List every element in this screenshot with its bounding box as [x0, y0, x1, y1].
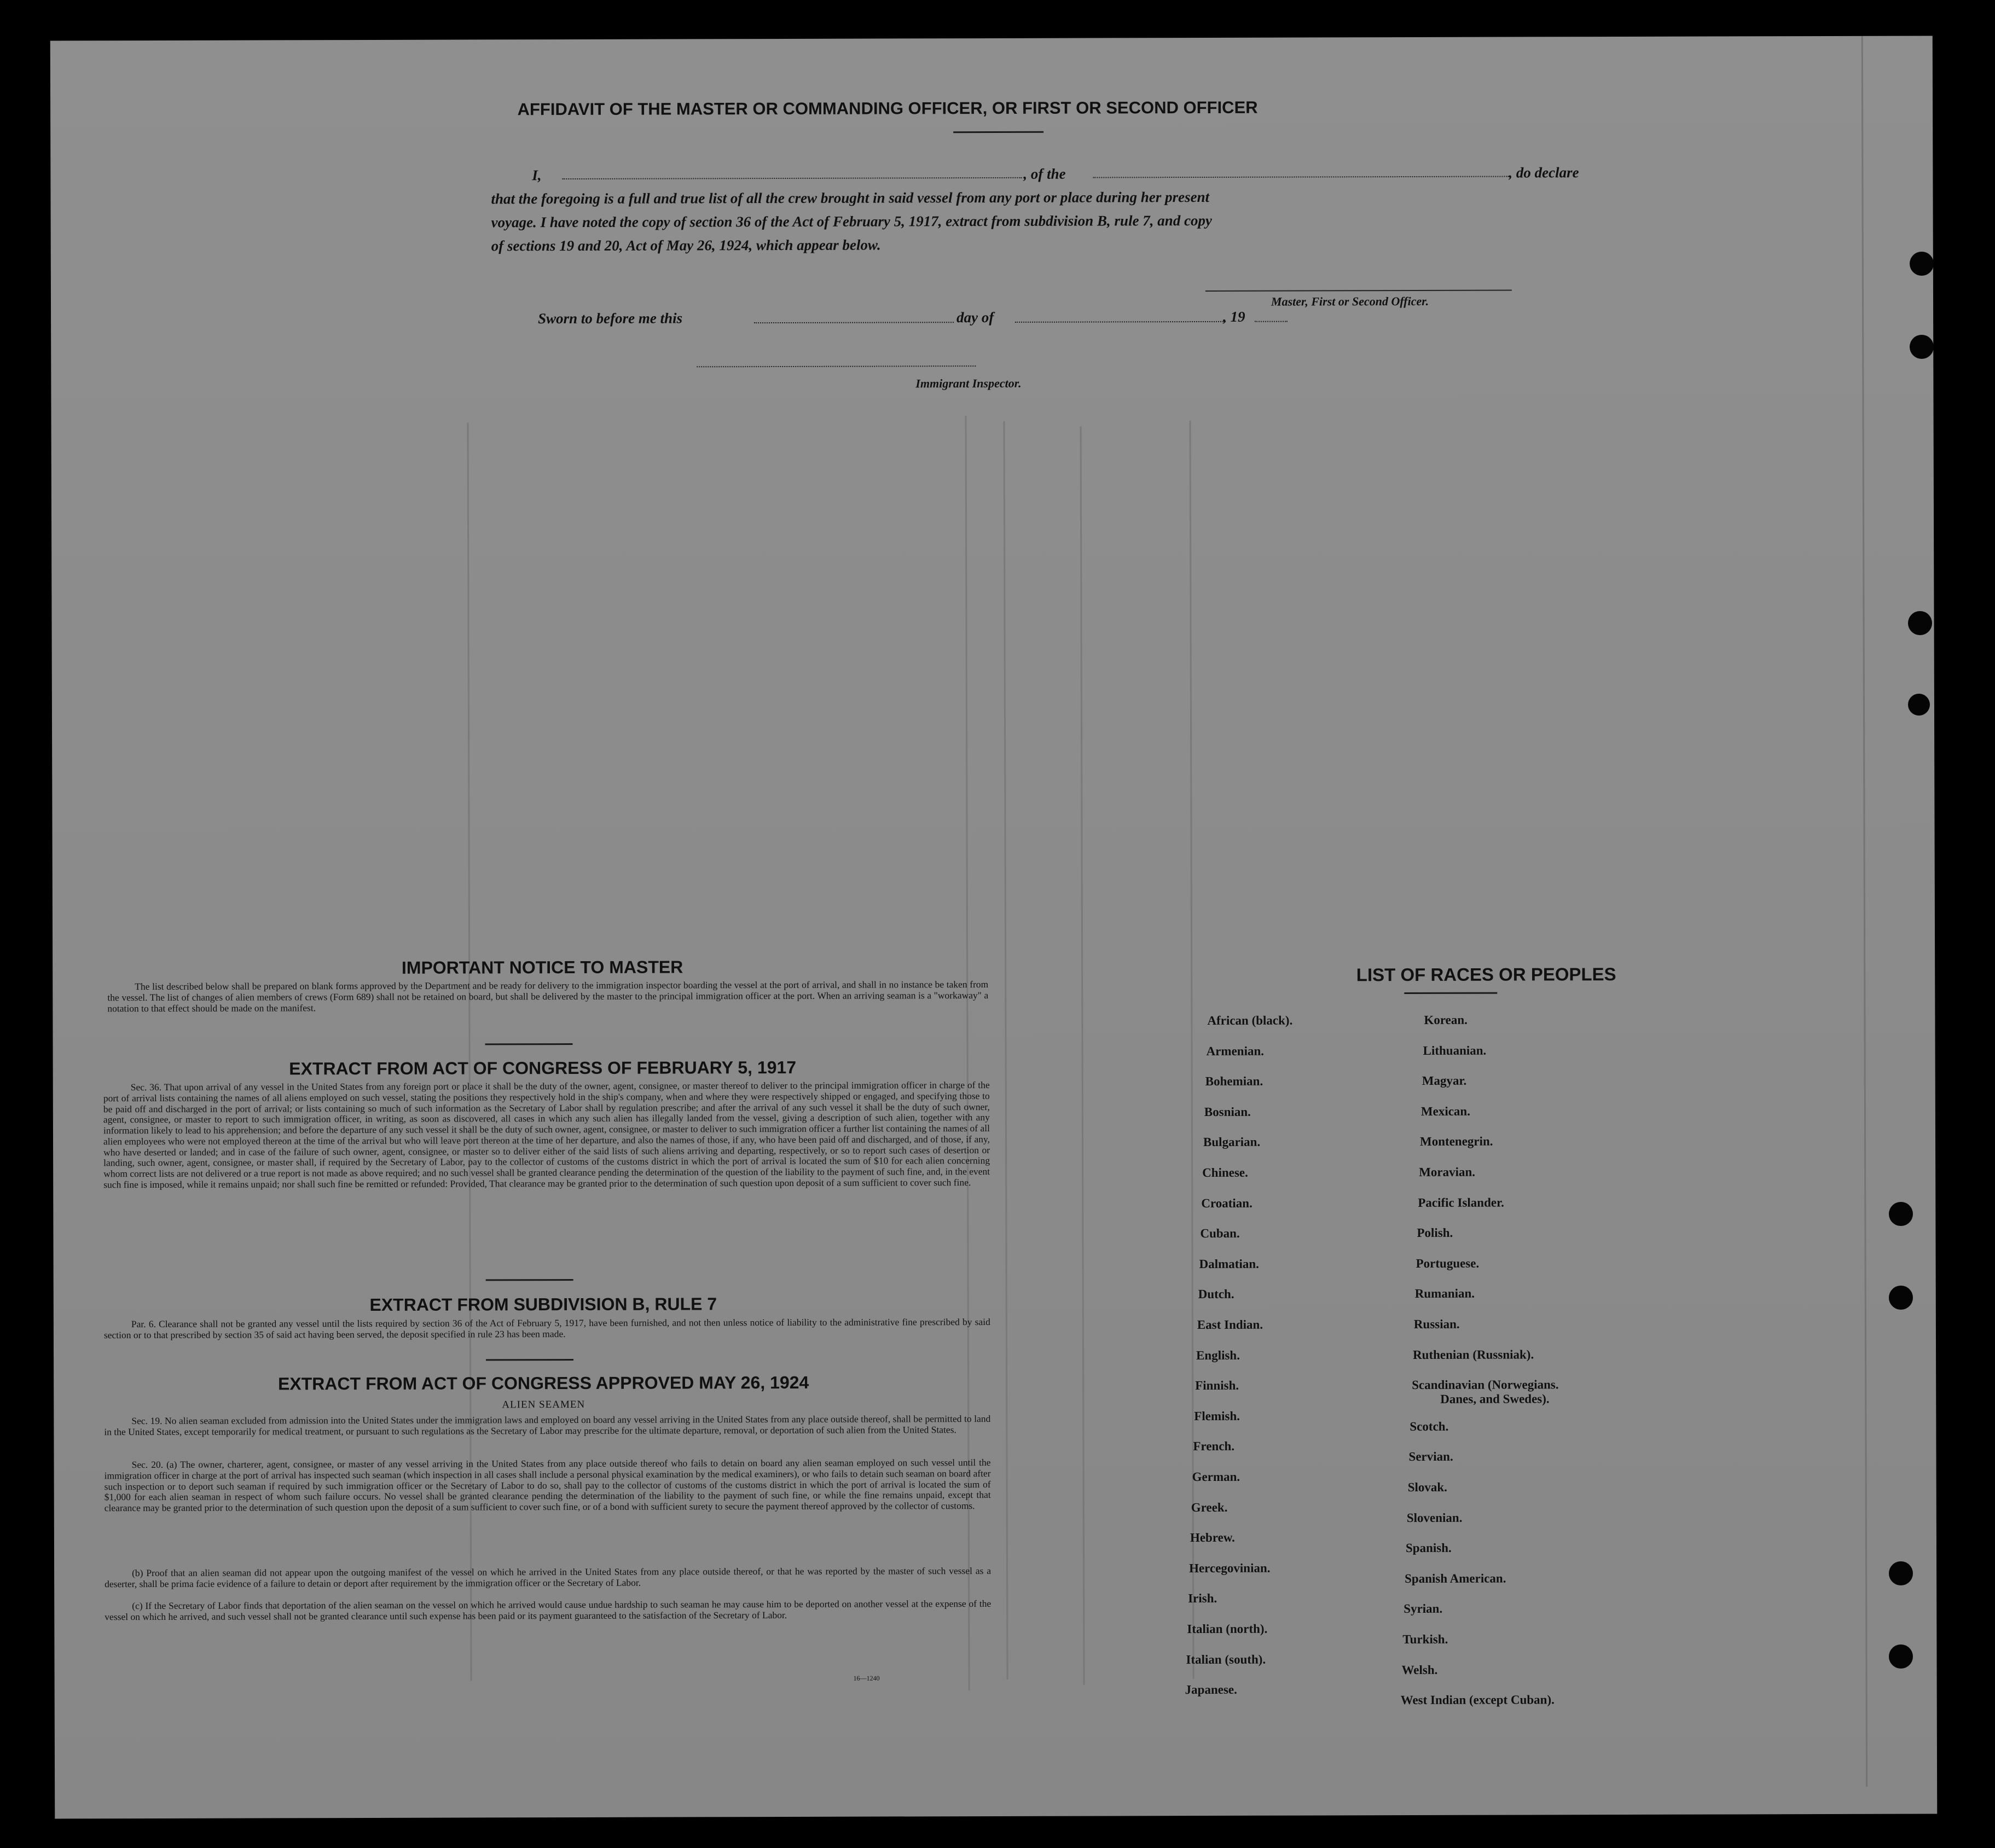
- affidavit-line-2: that the foregoing is a full and true list of all the crew brought in said vessel from any port or place during her present: [491, 188, 1210, 207]
- year-prefix: , 19: [1223, 308, 1245, 325]
- vessel-blank: [1093, 176, 1509, 178]
- extract-1924-title: EXTRACT FROM ACT OF CONGRESS APPROVED MAY 26, 1924: [277, 1372, 809, 1394]
- section-divider: [486, 1279, 573, 1281]
- race-item: Scotch.: [1410, 1419, 1449, 1433]
- races-left-column: [50, 36, 1933, 41]
- race-item: Turkish.: [1402, 1632, 1448, 1647]
- race-item: Lithuanian.: [1423, 1043, 1487, 1057]
- extract-1924-sec20a: Sec. 20. (a) The owner, charterer, agent, consignee, or master of any vessel arriving in the United States from any place outside thereof who fails to detain on board any alien seaman employed on such vessel until the immigration officer in charge at the port of arrival has inspected such seaman (which inspection in all cases shall include a personal physical examination by the medical examiners), or who fails to detain such seaman on board after such inspection or to deport such seaman if required by such immigration officer or the Secretary of Labor to do so, shall pay to the collector of customs of the customs district in which the port of arrival is located the sum of $1,000 for each alien seaman in respect of whom such failure occurs. No vessel shall be granted clearance pending the determination of the liability to the payment of such fine, or while the fine remains unpaid, except that clearance may be granted prior to the determination of such question upon the deposit of a sum sufficient to cover such fine, or of a bond with sufficient surety to secure the payment thereof approved by the collector of customs.: [104, 1457, 991, 1514]
- notice-text: The list described below shall be prepared on blank forms approved by the Department and be ready for delivery to the immigration inspector boarding the vessel at the port of arrival, and shall in no instance be taken from the vessel. The list of changes of alien members of crews (Form 689) shall not be retained on board, but shall be delivered by the master to the principal immigration officer at the port. When an arriving seaman is a "workaway" a notation to that effect should be made on the manifest.: [107, 979, 989, 1014]
- race-item: Moravian.: [1419, 1165, 1476, 1179]
- race-item: African (black).: [1207, 1013, 1293, 1027]
- master-signature-label: Master, First or Second Officer.: [1271, 294, 1429, 309]
- extract-1917-title: EXTRACT FROM ACT OF CONGRESS OF FEBRUARY 5, 1917: [289, 1057, 797, 1079]
- race-item: Magyar.: [1422, 1073, 1467, 1088]
- race-item: Russian.: [1413, 1317, 1460, 1331]
- affidavit-line-4: of sections 19 and 20, Act of May 26, 1924, which appear below.: [491, 236, 881, 254]
- year-blank: [1255, 321, 1288, 322]
- binder-hole: [1889, 1644, 1913, 1669]
- extract-1924-subtitle: ALIEN SEAMEN: [502, 1398, 585, 1411]
- bleed-through-line: [1080, 427, 1085, 1685]
- race-item: Slovak.: [1407, 1480, 1447, 1495]
- race-item: Portuguese.: [1416, 1256, 1480, 1270]
- race-item: Syrian.: [1404, 1602, 1443, 1616]
- rule7-text: Par. 6. Clearance shall not be granted any vessel until the lists required by section 36 of the Act of February 5, 1917, have been furnished, and not then unless notice of liability to the administrative fine prescribed by said section or to that prescribed by section 35 of said act having been served, the deposit specified in rule 23 has been made.: [103, 1316, 990, 1341]
- rule7-title: EXTRACT FROM SUBDIVISION B, RULE 7: [369, 1294, 717, 1315]
- race-item: Greek.: [1191, 1500, 1228, 1514]
- race-item: Danes, and Swedes).: [1440, 1392, 1550, 1406]
- race-item: Spanish American.: [1405, 1571, 1506, 1585]
- extract-1917-text: Sec. 36. That upon arrival of any vessel in the United States from any foreign port or place it shall be the duty of the owner, agent, consignee, or master thereof to deliver to the principal immigration officer in charge of the port of arrival lists containing the names of all aliens employed on such vessel, stating the positions they respectively hold in the ship's company, when and where they were respectively shipped or engaged, and specifying those to be paid off and discharged in the port of arrival; or lists containing so much of such information as the Secretary of Labor shall by regulation prescribe; and after the arrival of any such vessel it shall be the duty of such owner, agent, consignee, or master to report to such immigration officer, in writing, as soon as discovered, all cases in which any such alien has illegally landed from the vessel, giving a description of such alien, together with any information likely to lead to his apprehension; and before the departure of any such vessel it shall be the duty of such owner, agent, consignee, or master to deliver to such immigration officer a further list containing the names of all alien employees who were not employed thereon at the time of the arrival but who will leave port thereon at the time of her departure, and also the names of those, if any, who have been paid off and discharged, and of those, if any, who have deserted or landed; and in case of the failure of such owner, agent, consignee, or master so to deliver either of the said lists of such aliens arriving and departing, respectively, or so to report such cases of desertion or landing, such owner, agent, consignee, or master shall, if required by the Secretary of Labor, pay to the collector of customs of the customs district in which the port of arrival is located the sum of $10 for each alien concerning whom correct lists are not delivered or a true report is not made as above required; and no such vessel shall be granted clearance pending the determination of the question of the liability to the payment of such fine, and, in the event such fine is imposed, while it remains unpaid; nor shall such fine be remitted or refunded: Provided, That clearance may be granted prior to the determination of such question upon deposit of a sum sufficient to cover such fine.: [103, 1079, 990, 1190]
- race-item: Bosnian.: [1204, 1105, 1251, 1119]
- extract-1924-sec20c: (c) If the Secretary of Labor finds that deportation of the alien seaman on the vessel on which he arrived would cause undue hardship to such seaman he may cause him to be deported on another vessel at the expense of the vessel on which he arrived, and such vessel shall not be granted clearance until such expense has been paid or its payment guaranteed to the satisfaction of the Secretary of Labor.: [105, 1598, 991, 1623]
- race-item: Mexican.: [1420, 1104, 1470, 1118]
- month-blank: [1015, 321, 1226, 323]
- section-divider: [485, 1043, 573, 1045]
- affidavit-line-3: voyage. I have noted the copy of section 36 of the Act of February 5, 1917, extract from subdivision B, rule 7, and copy: [491, 212, 1213, 231]
- affidavit-i-label: I,: [532, 167, 542, 184]
- name-blank: [562, 177, 1022, 179]
- race-item: Bohemian.: [1205, 1074, 1263, 1089]
- race-item: Welsh.: [1401, 1663, 1438, 1677]
- race-item: Finnish.: [1195, 1379, 1239, 1393]
- race-item: Chinese.: [1202, 1165, 1248, 1180]
- binder-hole: [1908, 694, 1930, 716]
- race-item: Italian (north).: [1187, 1622, 1268, 1636]
- race-item: Flemish.: [1194, 1409, 1240, 1423]
- race-item: Hebrew.: [1190, 1531, 1235, 1545]
- bleed-through-line: [1190, 421, 1194, 1679]
- race-item: Spanish.: [1405, 1541, 1452, 1555]
- race-item: Croatian.: [1201, 1196, 1252, 1210]
- section-divider: [486, 1359, 573, 1361]
- race-item: Pacific Islander.: [1418, 1195, 1504, 1210]
- affidavit-of-the-label: , of the: [1023, 165, 1066, 182]
- notice-title: IMPORTANT NOTICE TO MASTER: [401, 957, 683, 978]
- race-item: Slovenian.: [1406, 1510, 1463, 1525]
- affidavit-title: AFFIDAVIT OF THE MASTER OR COMMANDING OFFICER, OR FIRST OR SECOND OFFICER: [517, 97, 1258, 119]
- race-item: Irish.: [1188, 1591, 1217, 1606]
- inspector-label: Immigrant Inspector.: [915, 376, 1022, 391]
- inspector-signature-line: [697, 365, 976, 367]
- race-item: Servian.: [1408, 1450, 1453, 1464]
- race-item: Hercegovinian.: [1189, 1561, 1271, 1575]
- races-divider: [1404, 992, 1497, 994]
- race-item: Polish.: [1417, 1225, 1453, 1240]
- race-item: Rumanian.: [1414, 1287, 1475, 1301]
- race-item: Ruthenian (Russniak).: [1413, 1347, 1534, 1362]
- race-item: Italian (south).: [1186, 1652, 1266, 1666]
- extract-1924-sec19: Sec. 19. No alien seaman excluded from admission into the United States under the immigration laws and employed on board any vessel arriving in the United States from any place outside thereof, shall be permitted to land in the United States, except temporarily for medical treatment, or pursuant to such regulations as the Secretary of Labor may prescribe for the ultimate departure, removal, or deportation of such alien from the United States.: [104, 1413, 991, 1438]
- race-item: English.: [1196, 1348, 1240, 1362]
- document-page: [50, 36, 1937, 1819]
- race-item: Armenian.: [1206, 1044, 1265, 1058]
- extract-1924-sec20b: (b) Proof that an alien seaman did not appear upon the outgoing manifest of the vessel on which he arrived in the United States from any place outside thereof, or that he was reported by the master of such vessel as a deserter, shall be prima facie evidence of a failure to detain or deport after requirement by the immigration officer or the Secretary of Labor.: [105, 1565, 991, 1590]
- races-title: LIST OF RACES OR PEOPLES: [1356, 964, 1616, 985]
- day-blank: [754, 322, 954, 323]
- binder-hole: [1910, 335, 1934, 359]
- races-right-column: [50, 36, 1933, 41]
- form-number: 16—1240: [853, 1674, 880, 1682]
- bleed-through-line: [1861, 36, 1868, 1787]
- day-of-label: day of: [956, 309, 994, 326]
- race-item: West Indian (except Cuban).: [1400, 1693, 1555, 1707]
- master-signature-line: [1205, 290, 1512, 292]
- race-item: Dutch.: [1198, 1287, 1234, 1301]
- binder-hole: [1889, 1286, 1913, 1310]
- binder-hole: [1908, 611, 1932, 635]
- race-item: East Indian.: [1197, 1317, 1263, 1332]
- race-item: French.: [1193, 1439, 1235, 1454]
- bleed-through-line: [1004, 421, 1008, 1680]
- sworn-label: Sworn to before me this: [538, 310, 683, 327]
- race-item: Cuban.: [1200, 1227, 1240, 1241]
- race-item: Dalmatian.: [1199, 1257, 1259, 1271]
- race-item: German.: [1192, 1469, 1240, 1484]
- binder-hole: [1889, 1561, 1913, 1585]
- race-item: Korean.: [1424, 1013, 1468, 1027]
- affidavit-do-declare: , do declare: [1509, 164, 1579, 181]
- binder-hole: [1910, 252, 1934, 276]
- race-item: Scandinavian (Norwegians.: [1412, 1378, 1559, 1392]
- title-divider: [953, 131, 1043, 133]
- binder-hole: [1889, 1202, 1913, 1226]
- race-item: Montenegrin.: [1419, 1135, 1493, 1149]
- race-item: Bulgarian.: [1203, 1135, 1261, 1149]
- race-item: Japanese.: [1185, 1683, 1237, 1697]
